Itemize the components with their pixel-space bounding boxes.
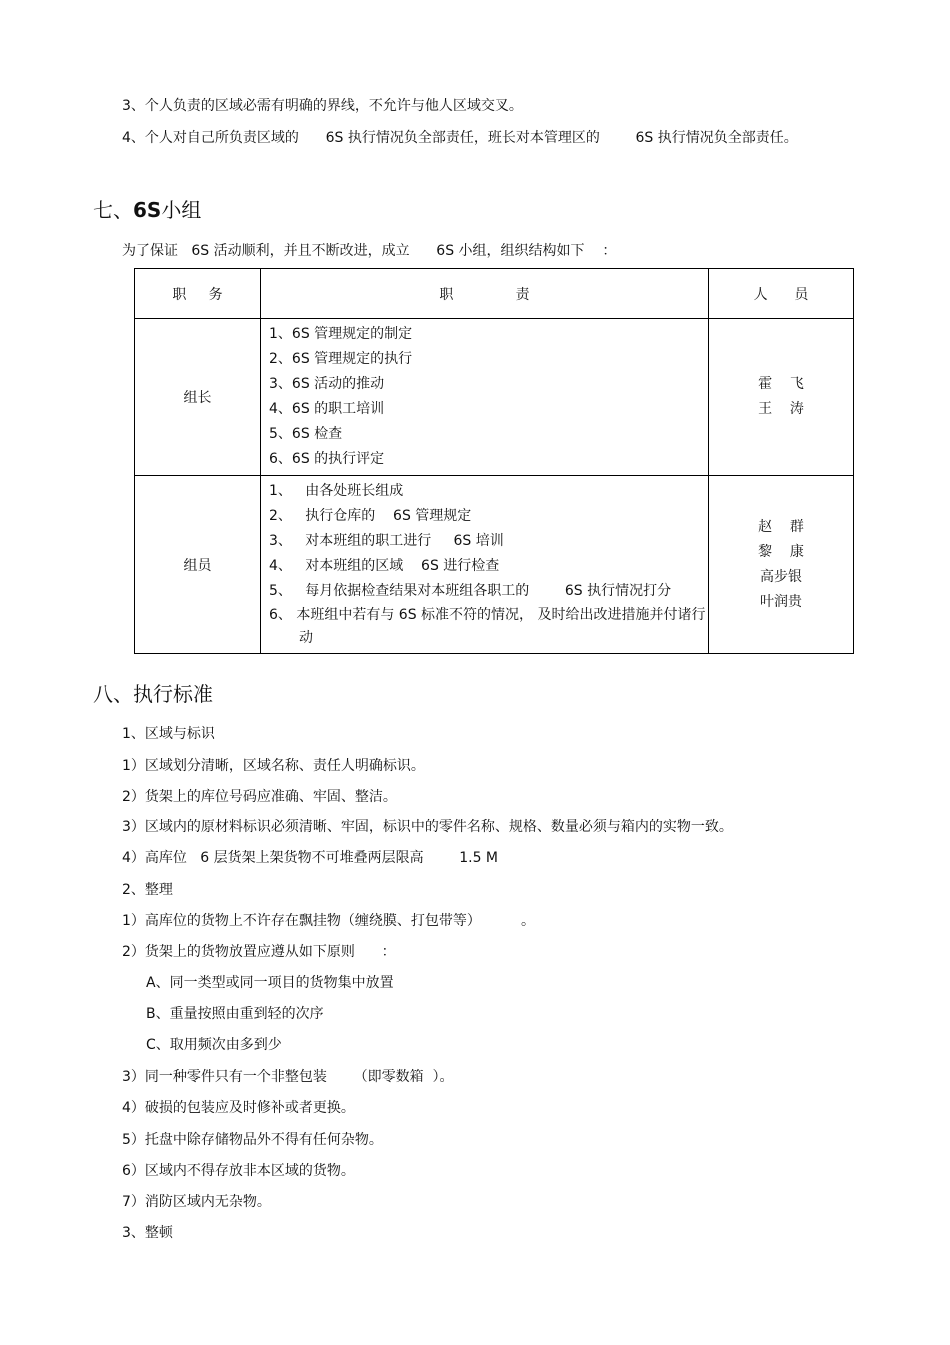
paragraph-line: 3）同一种零件只有一个非整包装 （即零数箱 ）。 — [122, 1069, 454, 1085]
paragraph-line: 2）货架上的货物放置应遵从如下原则 ： — [122, 944, 396, 960]
person-name: 黎 康 — [758, 543, 804, 560]
duty-item: 3、 对本班组的职工进行 6S 培训 — [269, 533, 504, 549]
duty-item: 2、 执行仓库的 6S 管理规定 — [269, 508, 472, 524]
duty-item: 5、 每月依据检查结果对本班组各职工的 6S 执行情况打分 — [269, 583, 672, 599]
duties-cell — [261, 476, 709, 654]
section-title-bold: 6S — [133, 198, 162, 222]
paragraph-line: 1）高库位的货物上不许存在飘挂物（缠绕膜、打包带等） 。 — [122, 913, 535, 929]
person-name: 霍 飞 — [758, 376, 804, 392]
person-name: 赵 群 — [758, 518, 804, 535]
duty-item: 1、6S 管理规定的制定 — [269, 326, 413, 342]
section-number: 七、 — [93, 198, 133, 222]
duty-item: 5、6S 检查 — [269, 426, 343, 442]
duty-item: 4、6S 的职工培训 — [269, 401, 385, 417]
organization-table — [134, 268, 854, 654]
role-cell: 组长 — [135, 319, 261, 476]
paragraph-line: 4）高库位 6 层货架上架货物不可堆叠两层限高 1.5 M — [122, 850, 499, 866]
duties-cell — [261, 319, 709, 476]
duty-item: 6、6S 的执行评定 — [269, 451, 385, 467]
duty-item: 2、6S 管理规定的执行 — [269, 351, 413, 367]
list-item: C、取用频次由多到少 — [146, 1037, 282, 1053]
duty-item: 1、 由各处班长组成 — [269, 483, 404, 499]
people-cell — [709, 319, 854, 476]
section-heading-7 — [93, 198, 201, 222]
person-name: 王 涛 — [758, 401, 804, 417]
paragraph-line: 4、个人对自己所负责区域的 6S 执行情况负全部责任，班长对本管理区的 6S 执行情况负全部责任。 — [122, 130, 798, 146]
section-intro: 为了保证 6S 活动顺利，并且不断改进，成立 6S 小组，组织结构如下 ： — [122, 243, 617, 259]
list-item: B、重量按照由重到轻的次序 — [146, 1006, 324, 1022]
paragraph-line: 2）货架上的库位号码应准确、牢固、整洁。 — [122, 789, 397, 805]
header-cell-duties: 职 责 — [261, 269, 709, 319]
duty-item: 6、 本班组中若有与 6S 标准不符的情况， 及时给出改进措施并付诸行动 — [269, 607, 706, 646]
duty-item: 4、 对本班组的区域 6S 进行检查 — [269, 558, 500, 574]
person-name: 叶润贵 — [760, 593, 802, 610]
paragraph-line: 1）区域划分清晰，区域名称、责任人明确标识。 — [122, 758, 425, 774]
subsection-title: 1、区域与标识 — [122, 726, 215, 742]
subsection-title: 3、整顿 — [122, 1225, 173, 1241]
role-cell: 组员 — [135, 476, 261, 654]
list-item: A、同一类型或同一项目的货物集中放置 — [146, 975, 394, 991]
paragraph-line: 5）托盘中除存储物品外不得有任何杂物。 — [122, 1132, 383, 1148]
table-header-row — [135, 269, 854, 319]
section-heading-8: 八、执行标准 — [93, 682, 213, 706]
people-cell — [709, 476, 854, 654]
paragraph-line: 3、个人负责的区域必需有明确的界线，不允许与他人区域交叉。 — [122, 98, 523, 114]
paragraph-line: 3）区域内的原材料标识必须清晰、牢固，标识中的零件名称、规格、数量必须与箱内的实物一致。 — [122, 819, 733, 835]
paragraph-line: 7）消防区域内无杂物。 — [122, 1194, 271, 1210]
table-row — [135, 476, 854, 654]
person-name: 高步银 — [760, 568, 802, 585]
table-row — [135, 319, 854, 476]
paragraph-line: 6）区域内不得存放非本区域的货物。 — [122, 1163, 355, 1179]
header-cell-personnel: 人 员 — [709, 269, 854, 319]
paragraph-line: 4）破损的包装应及时修补或者更换。 — [122, 1100, 355, 1116]
section-title-rest: 小组 — [161, 198, 202, 222]
duty-item: 3、6S 活动的推动 — [269, 376, 385, 392]
header-cell-position: 职 务 — [135, 269, 261, 319]
subsection-title: 2、整理 — [122, 882, 173, 898]
